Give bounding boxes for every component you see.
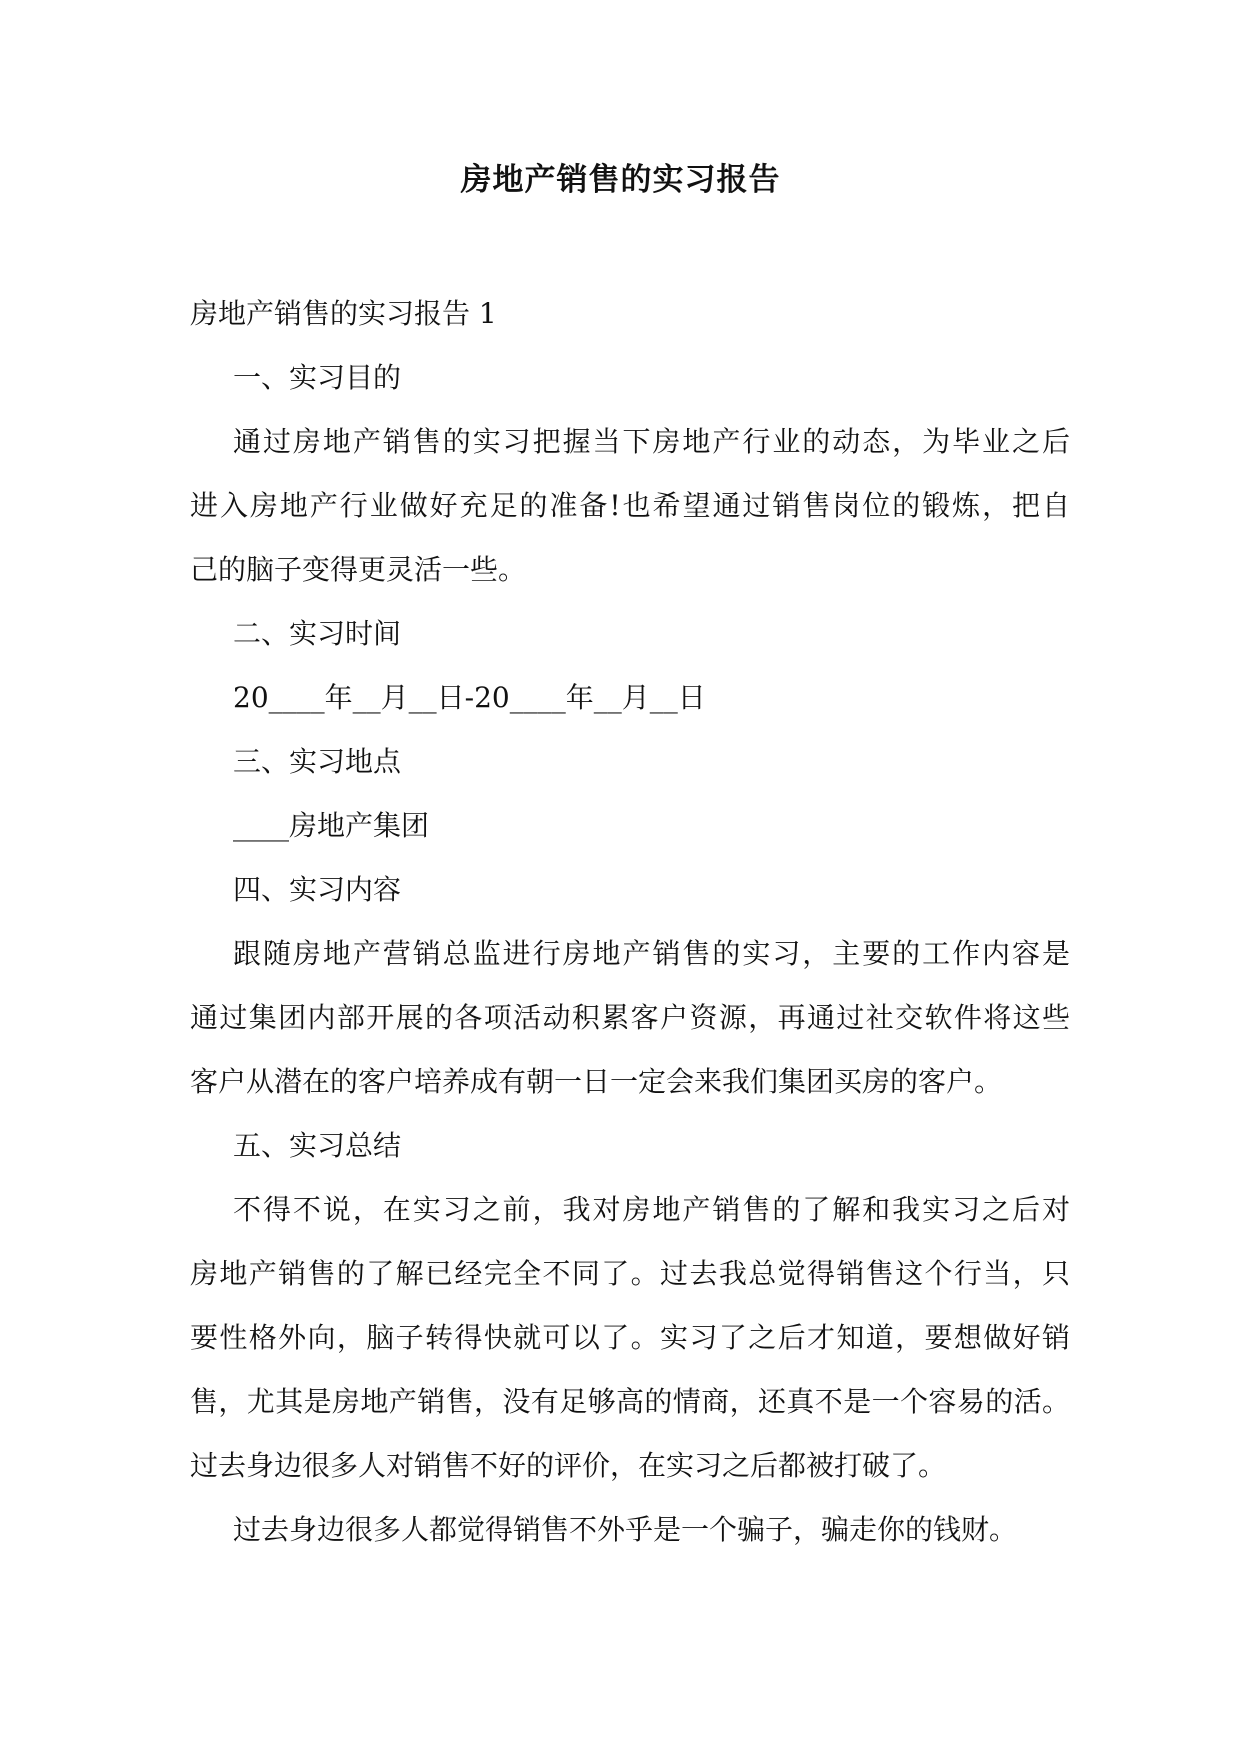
paragraph-line: 进入房地产行业做好充足的准备!也希望通过销售岗位的锻炼，把自 (190, 489, 1070, 522)
paragraph-line: 过去身边很多人对销售不好的评价，在实习之后都被打破了。 (190, 1449, 947, 1482)
paragraph-line: 客户从潜在的客户培养成有朝一日一定会来我们集团买房的客户。 (190, 1065, 1003, 1098)
paragraph-line: 跟随房地产营销总监进行房地产销售的实习，主要的工作内容是 (233, 937, 1070, 970)
section-heading-summary: 五、实习总结 (233, 1129, 402, 1162)
section-heading-purpose: 一、实习目的 (233, 361, 402, 394)
paragraph-line: 房地产销售的了解已经完全不同了。过去我总觉得销售这个行当，只 (190, 1257, 1070, 1290)
paragraph-line: 不得不说，在实习之前，我对房地产销售的了解和我实习之后对 (233, 1193, 1070, 1226)
paragraph-line: 通过集团内部开展的各项活动积累客户资源，再通过社交软件将这些 (190, 1001, 1070, 1034)
document-title: 房地产销售的实习报告 (460, 162, 781, 198)
location-line: ____房地产集团 (233, 809, 430, 842)
paragraph-line: 过去身边很多人都觉得销售不外乎是一个骗子，骗走你的钱财。 (233, 1513, 1018, 1546)
section-heading-time: 二、实习时间 (233, 617, 402, 650)
report-heading: 房地产销售的实习报告 1 (190, 297, 497, 330)
section-heading-location: 三、实习地点 (233, 745, 402, 778)
paragraph-line: 己的脑子变得更灵活一些。 (190, 553, 527, 586)
paragraph-line: 通过房地产销售的实习把握当下房地产行业的动态，为毕业之后 (233, 425, 1070, 458)
paragraph-line: 售，尤其是房地产销售，没有足够高的情商，还真不是一个容易的活。 (190, 1385, 1070, 1418)
paragraph-line: 要性格外向，脑子转得快就可以了。实习了之后才知道，要想做好销 (190, 1321, 1070, 1354)
section-heading-content: 四、实习内容 (233, 873, 402, 906)
date-range-line: 20____年__月__日-20____年__月__日 (233, 681, 706, 714)
